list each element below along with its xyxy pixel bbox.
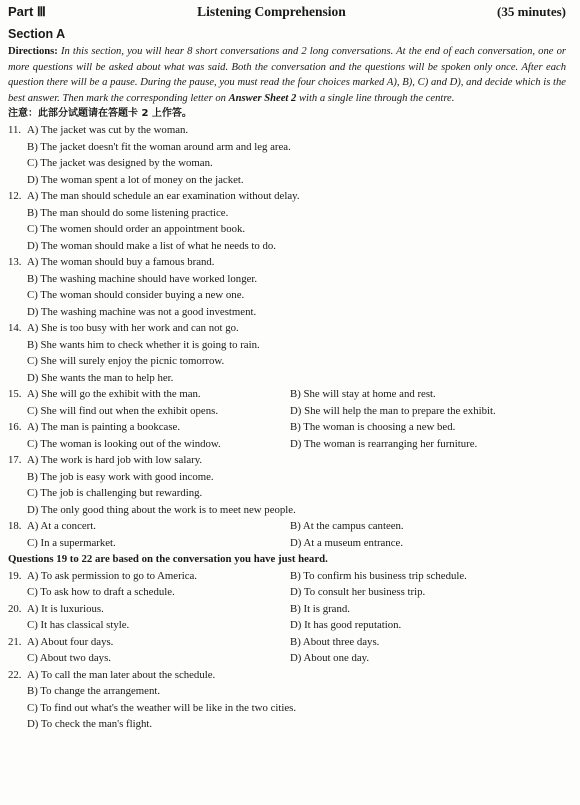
section-heading: Section A — [8, 27, 66, 41]
question-number: 20. — [8, 602, 22, 615]
choice-b: B) She will stay at home and rest. — [290, 388, 436, 401]
choice-d: D) At a museum entrance. — [290, 536, 404, 549]
choice-d: D) About one day. — [290, 652, 370, 665]
choice-a: A) She will go the exhibit with the man. — [27, 388, 201, 401]
choice-c: C) About two days. — [27, 652, 111, 665]
choice-d: D) She wants the man to help her. — [27, 371, 174, 384]
question-22 — [8, 667, 566, 733]
question-number: 19. — [8, 569, 22, 582]
choice-d: D) The woman should make a list of what he needs to do. — [27, 239, 276, 252]
question-17 — [8, 452, 566, 518]
question-16 — [8, 419, 566, 452]
choice-d: D) The washing machine was not a good investment. — [27, 305, 257, 318]
question-number: 14. — [8, 322, 22, 335]
choice-c: C) The woman is looking out of the window. — [27, 437, 221, 450]
question-11 — [8, 122, 566, 188]
chinese-notice: 注意：此部分试题请在答题卡 2 上作答。 — [8, 108, 192, 120]
choice-b: B) The jacket doesn't fit the woman around arm and leg area. — [27, 140, 291, 153]
question-19 — [8, 568, 566, 601]
question-number: 22. — [8, 668, 22, 681]
choice-c: C) It has classical style. — [27, 619, 130, 632]
choice-a: A) The woman should buy a famous brand. — [27, 256, 215, 269]
question-number: 13. — [8, 256, 22, 269]
page-header — [8, 4, 566, 24]
choice-c: C) The jacket was designed by the woman. — [27, 157, 213, 170]
question-number: 11. — [8, 124, 22, 137]
choice-a: A) To ask permission to go to America. — [27, 569, 197, 582]
choice-d: D) To check the man's flight. — [27, 718, 153, 731]
choice-a: A) At a concert. — [27, 520, 96, 533]
question-number: 18. — [8, 520, 22, 533]
question-15 — [8, 386, 566, 419]
choice-d: D) She will help the man to prepare the exhibit. — [290, 404, 496, 417]
time-limit: (35 minutes) — [497, 4, 566, 19]
directions-text-2: with a single line through the centre. — [296, 92, 455, 104]
choice-a: A) The man should schedule an ear examination without delay. — [27, 190, 300, 203]
choice-b: B) The washing machine should have worked longer. — [27, 272, 258, 285]
question-number: 17. — [8, 454, 22, 467]
choice-b: B) At the campus canteen. — [290, 520, 404, 533]
question-number: 16. — [8, 421, 22, 434]
question-21 — [8, 634, 566, 667]
question-12 — [8, 188, 566, 254]
question-13 — [8, 254, 566, 320]
choice-a: A) She is too busy with her work and can not go. — [27, 322, 239, 335]
choice-b: B) To change the arrangement. — [27, 685, 161, 698]
choice-d: D) The only good thing about the work is to meet new people. — [27, 503, 296, 516]
directions-text-1: In this section, you will hear 8 short conversations and 2 long conversations. At the end of each conversation, one or more questions will be asked about what was said. Both the conversation and the questions will be spoken only once. After each question there will be a pause. During the pause, you must read the four choices marked A), B), C) and D), and decide which is the best answer. Then mark the corresponding letter on — [8, 46, 566, 104]
question-20 — [8, 601, 566, 634]
choice-c: C) The women should order an appointment book. — [27, 223, 246, 236]
choice-b: B) The man should do some listening practice. — [27, 206, 229, 219]
choice-c: C) To ask how to draft a schedule. — [27, 586, 175, 599]
page-title: Listening Comprehension — [197, 4, 346, 19]
choice-b: B) It is grand. — [290, 602, 350, 615]
choice-c: C) She will find out when the exhibit opens. — [27, 404, 219, 417]
choice-c: C) The woman should consider buying a new one. — [27, 289, 245, 302]
part-label: Part Ⅲ — [8, 4, 46, 19]
question-14 — [8, 320, 566, 386]
directions-label: Directions: — [8, 46, 58, 57]
choice-d: D) The woman spent a lot of money on the jacket. — [27, 173, 244, 186]
choice-d: D) To consult her business trip. — [290, 586, 426, 599]
choice-d: D) It has good reputation. — [290, 619, 402, 632]
choice-b: B) About three days. — [290, 635, 380, 648]
choice-a: A) The jacket was cut by the woman. — [27, 124, 189, 137]
choice-a: A) To call the man later about the schedule. — [27, 668, 216, 681]
choice-a: A) The work is hard job with low salary. — [27, 454, 203, 467]
question-number: 12. — [8, 190, 22, 203]
question-number: 15. — [8, 388, 22, 401]
choice-c: C) The job is challenging but rewarding. — [27, 487, 203, 500]
choice-a: A) It is luxurious. — [27, 602, 104, 615]
directions-paragraph — [8, 44, 566, 106]
choice-c: C) In a supermarket. — [27, 536, 116, 549]
choice-b: B) The woman is choosing a new bed. — [290, 421, 456, 434]
choice-d: D) The woman is rearranging her furniture. — [290, 437, 478, 450]
answer-sheet-ref: Answer Sheet 2 — [228, 92, 297, 104]
question-group-heading: Questions 19 to 22 are based on the conversation you have just heard. — [8, 553, 328, 566]
choice-b: B) The job is easy work with good income. — [27, 470, 214, 483]
choice-b: B) To confirm his business trip schedule. — [290, 569, 467, 582]
choice-a: A) The man is painting a bookcase. — [27, 421, 181, 434]
choice-c: C) To find out what's the weather will be like in the two cities. — [27, 701, 297, 714]
choice-a: A) About four days. — [27, 635, 114, 648]
choice-b: B) She wants him to check whether it is going to rain. — [27, 338, 260, 351]
question-18 — [8, 518, 566, 551]
question-number: 21. — [8, 635, 22, 648]
choice-c: C) She will surely enjoy the picnic tomorrow. — [27, 355, 225, 368]
